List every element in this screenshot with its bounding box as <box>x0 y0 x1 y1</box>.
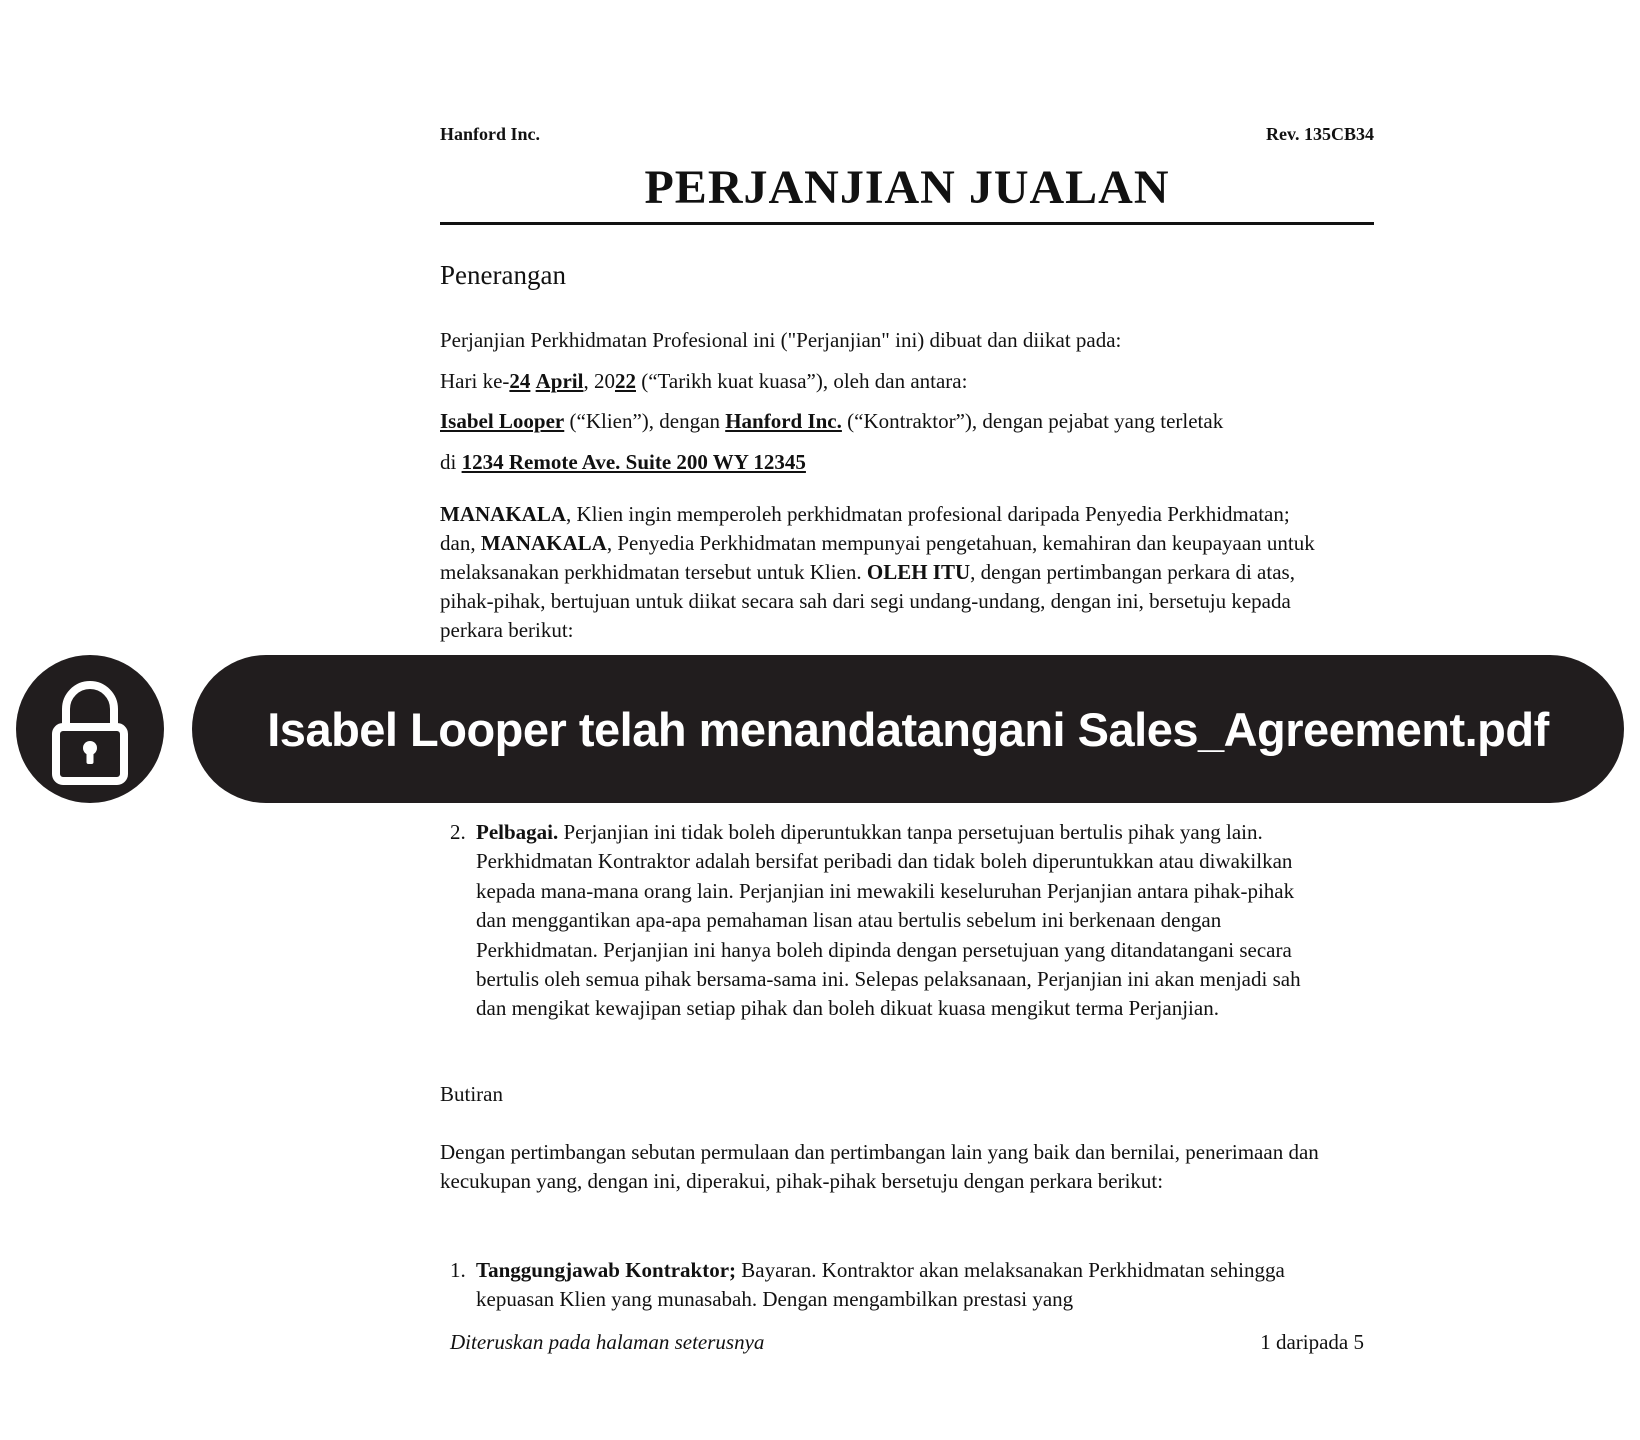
effective-date-text: (“Tarikh kuat kuasa”), oleh dan antara: <box>635 368 968 393</box>
client-text: (“Klien”), dengan <box>564 409 726 433</box>
footer-page-number: 1 daripada 5 <box>1260 1330 1364 1354</box>
clause-1-heading: Tanggungjawab Kontraktor; <box>476 1258 737 1282</box>
clause-1-body <box>476 1256 1320 1314</box>
consideration-paragraph: Dengan pertimbangan sebutan permulaan dan pertimbangan lain yang baik dan bernilai, penerimaan dan kecukupan yang, dengan ini, diperakui, pihak-pihak bersetuju dengan perkara berikut: <box>440 1140 1319 1193</box>
header-revision: Rev. 135CB34 <box>1266 124 1374 144</box>
address-prefix: di <box>440 449 462 474</box>
lock-badge <box>16 655 164 803</box>
contractor-address: 1234 Remote Ave. Suite 200 WY 12345 <box>461 449 806 474</box>
effective-year: 22 <box>614 368 636 393</box>
intro-line-parties <box>440 401 1374 442</box>
contractor-text: (“Kontraktor”), dengan pejabat yang terletak <box>841 409 1224 433</box>
section-heading-penerangan: Penerangan <box>440 260 566 290</box>
effective-day: 24 <box>509 368 531 393</box>
contractor-name: Hanford Inc. <box>725 409 842 433</box>
clause-1-number: 1. <box>450 1258 466 1282</box>
effective-month: April <box>535 368 584 393</box>
recitals-text-1: , Klien ingin memperoleh perkhidmatan profesional daripada Penyedia Perkhidmatan; dan, <box>440 502 1290 555</box>
recitals-text-3: , dengan pertimbangan perkara di atas, pihak-pihak, bertujuan untuk diikat secara sah dari segi undang-undang, dengan ini, bersetuju kepada perkara berikut: <box>440 560 1295 642</box>
clause-1 <box>440 1256 1320 1311</box>
clause-1-text: Bayaran. Kontraktor akan melaksanakan Perkhidmatan sehingga kepuasan Klien yang munasabah. Dengan mengambilkan prestasi yang <box>476 1258 1285 1311</box>
header-company: Hanford Inc. <box>440 124 541 144</box>
whereas-1: MANAKALA <box>440 502 566 526</box>
clause-2-number: 2. <box>450 820 466 844</box>
signed-notification-banner[interactable]: Isabel Looper telah menandatangani Sales_Agreement.pdf <box>192 655 1624 803</box>
lock-icon <box>16 655 164 803</box>
section-heading-butiran: Butiran <box>440 1082 503 1106</box>
footer-continued: Diteruskan pada halaman seterusnya <box>450 1330 765 1354</box>
clause-2-body <box>476 818 1320 1024</box>
recitals-paragraph <box>440 500 1320 645</box>
therefore: OLEH ITU <box>866 560 971 584</box>
year-prefix: , 20 <box>583 368 615 393</box>
intro-block <box>440 320 1374 482</box>
intro-line-address <box>440 442 1374 483</box>
clause-2-heading: Pelbagai. <box>476 820 559 844</box>
clause-2-text: Perjanjian ini tidak boleh diperuntukkan tanpa persetujuan bertulis pihak yang lain. Perkhidmatan Kontraktor adalah bersifat peribadi dan tidak boleh diperuntukkan atau diwakilkan kepada mana-mana orang lain. Perjanjian ini mewakili keseluruhan Perjanjian antara pihak-pihak dan menggantikan apa-apa pemahaman lisan atau bertulis sebelum ini berkenaan dengan Perkhidmatan. Perjanjian ini hanya boleh dipinda dengan persetujuan yang ditandatangani secara bertulis oleh semua pihak bersama-sama ini. Selepas pelaksanaan, Perjanjian ini akan menjadi sah dan mengikat kewajipan setiap pihak dan boleh dikuat kuasa mengikut terma Perjanjian. <box>476 820 1301 1021</box>
clause-2 <box>440 818 1320 1024</box>
day-prefix: Hari ke- <box>440 368 510 393</box>
title-divider <box>440 222 1374 225</box>
recitals-text-2: , Penyedia Perkhidmatan mempunyai pengetahuan, kemahiran dan keupayaan untuk melaksanakan perkhidmatan tersebut untuk Klien. <box>440 531 1315 584</box>
intro-line-date <box>440 361 1374 402</box>
document-title: PERJANJIAN JUALAN <box>644 161 1170 214</box>
intro-line-1: Perjanjian Perkhidmatan Profesional ini ("Perjanjian" ini) dibuat dan diikat pada: <box>440 328 1122 352</box>
whereas-2: MANAKALA <box>480 531 607 555</box>
client-name: Isabel Looper <box>440 409 565 433</box>
